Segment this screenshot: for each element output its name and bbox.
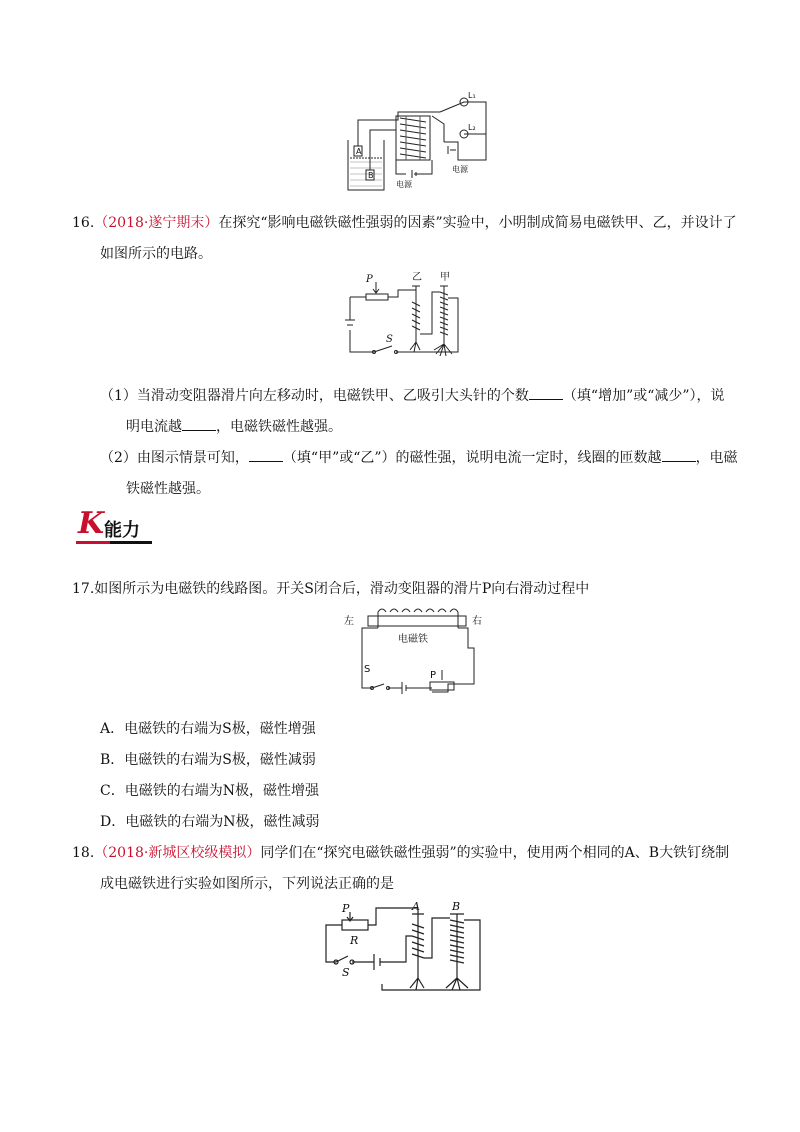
q17-option-b-text: B．电磁铁的右端为S极，磁性减弱 [100, 752, 316, 768]
q16-sub1-line-1 [100, 387, 725, 405]
q16-line-2 [100, 245, 212, 263]
q16-figure [340, 268, 468, 366]
q16-sub2-text-d: 铁磁性越强。 [126, 481, 210, 497]
q17-fig-right: 右 [472, 616, 482, 627]
section-title: 能力 [104, 520, 140, 541]
q16-sub2-text-b: （填“甲”或“乙”）的磁性强，说明电流一定时，线圈的匝数越 [282, 450, 662, 466]
answer-blank[interactable] [662, 449, 696, 462]
fig15-label-b: B [368, 171, 374, 180]
q16-sub2-text-a: （2）由图示情景可知， [100, 450, 249, 466]
q17-option-c-text: C．电磁铁的右端为N极，磁性增强 [100, 783, 319, 799]
q17-option-b[interactable] [100, 751, 316, 769]
q16-line-1 [72, 214, 737, 232]
q16-sub2-line-1 [100, 449, 738, 467]
fig15-supply-label: 电源 [452, 165, 468, 174]
q17-fig-s: S [364, 664, 371, 675]
q16-fig-p: P [366, 274, 373, 285]
q18-line-1 [72, 844, 729, 862]
answer-blank[interactable] [529, 387, 563, 400]
q16-fig-s: S [386, 334, 393, 345]
q16-sub2-text-c: ，电磁 [695, 450, 738, 466]
q18-fig-s: S [342, 966, 350, 979]
q17-line [72, 580, 589, 598]
q17-option-a-text: A．电磁铁的右端为S极，磁性增强 [100, 721, 316, 737]
q18-source: （2018·新城区校级模拟） [94, 845, 261, 861]
q17-text: 如图所示为电磁铁的线路图。开关S闭合后，滑动变阻器的滑片P向右滑动过程中 [94, 581, 590, 597]
q18-figure [322, 898, 488, 994]
fig15-l2: L₂ [468, 123, 476, 132]
q17-option-d-text: D．电磁铁的右端为N极，磁性减弱 [100, 814, 320, 830]
q16-sub1-text-b: （填“增加”或“减少”），说 [562, 388, 725, 404]
q18-text-1: 同学们在“探究电磁铁磁性强弱”的实验中，使用两个相同的A、B大铁钉绕制 [260, 845, 730, 861]
q18-fig-r: R [350, 934, 359, 947]
section-letter: K [78, 506, 105, 541]
q18-fig-p: P [342, 902, 350, 915]
q17-fig-left: 左 [344, 616, 354, 627]
q16-sub1-text-a: （1）当滑动变阻器滑片向左移动时，电磁铁甲、乙吸引大头针的个数 [100, 388, 529, 404]
q17-fig-p: P [430, 670, 437, 681]
q17-figure [342, 608, 487, 698]
q18-text-2: 成电磁铁进行实验如图所示，下列说法正确的是 [100, 876, 394, 892]
q17-fig-center: 电磁铁 [398, 634, 428, 645]
q16-sub1-line-2 [126, 418, 342, 436]
q16-text-2: 如图所示的电路。 [100, 246, 212, 262]
q16-fig-jia: 甲 [440, 272, 450, 283]
q16-source: （2018·遂宁期末） [94, 215, 219, 231]
q16-number: 16. [72, 215, 95, 231]
fig15-l1: L₁ [468, 91, 476, 100]
q17-number: 17. [72, 581, 95, 597]
q16-text-1: 在探究“影响电磁铁磁性强弱的因素”实验中，小明制成简易电磁铁甲、乙，并设计了 [218, 215, 737, 231]
q16-sub2-line-2 [126, 480, 210, 498]
q16-sub1-text-c: 明电流越 [126, 419, 182, 435]
q18-number: 18. [72, 845, 95, 861]
fig15-power-label: 电源 [396, 180, 412, 189]
answer-blank[interactable] [249, 449, 283, 462]
q16-fig-yi: 乙 [412, 272, 422, 283]
fig15-label-a: A [356, 147, 362, 156]
q17-option-d[interactable] [100, 813, 319, 831]
q17-option-c[interactable] [100, 782, 319, 800]
q18-line-2 [100, 875, 394, 893]
section-heading [76, 508, 156, 544]
q18-fig-a: A [412, 900, 420, 913]
answer-blank[interactable] [182, 418, 216, 431]
q15-figure [340, 90, 490, 195]
q18-fig-b: B [452, 900, 461, 913]
q16-sub1-text-d: ，电磁铁磁性越强。 [216, 419, 342, 435]
q17-option-a[interactable] [100, 720, 316, 738]
